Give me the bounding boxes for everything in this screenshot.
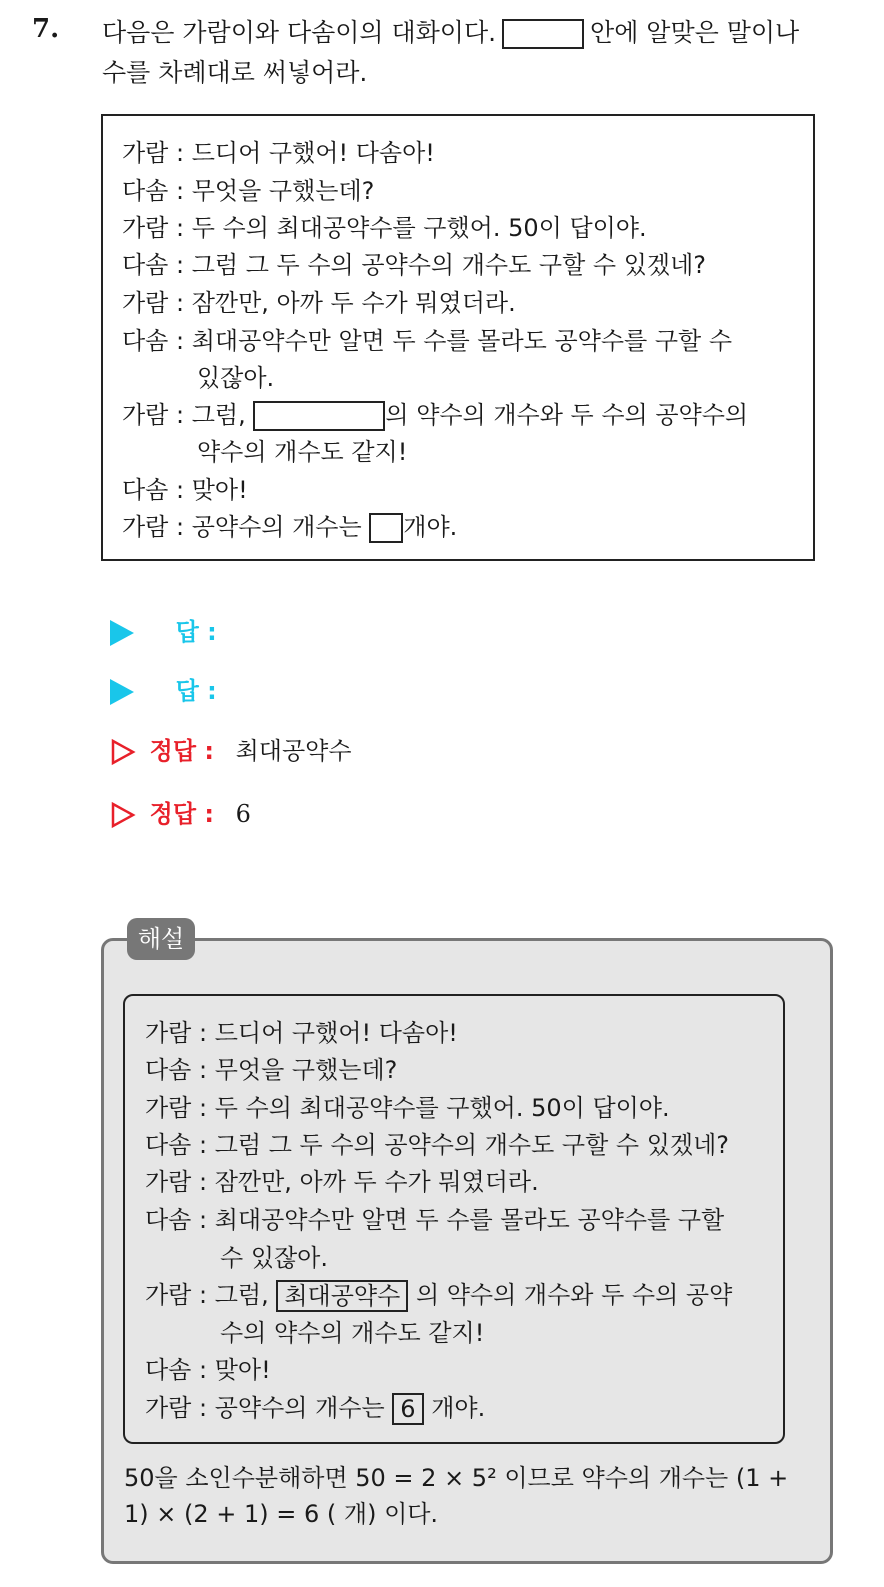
explanation-tab: 해설 bbox=[127, 918, 195, 960]
speaker-label: 가람 : bbox=[122, 401, 185, 429]
dialogue-text: 의 약수의 개수와 두 수의 공약 bbox=[415, 1281, 733, 1309]
dialogue-text: 공약수의 개수는 bbox=[191, 513, 362, 541]
dialogue-line-6-cont: 있잖아. bbox=[197, 364, 275, 392]
dialogue-line-4 bbox=[122, 245, 706, 280]
dialogue-text: 공약수의 개수는 bbox=[214, 1394, 385, 1422]
speaker-label: 가람 : bbox=[145, 1394, 208, 1422]
play-outline-icon bbox=[110, 801, 136, 829]
dialogue-text: 두 수의 최대공약수를 구했어. 50이 답이야. bbox=[191, 214, 647, 242]
exp-dialogue-line-3 bbox=[145, 1088, 670, 1123]
question-text-b: 안에 알맞은 말이나 bbox=[590, 18, 800, 47]
speaker-label: 가람 : bbox=[122, 513, 185, 541]
speaker-label: 가람 : bbox=[122, 289, 185, 317]
dialogue-text: 그럼 그 두 수의 공약수의 개수도 구할 수 있겠네? bbox=[214, 1131, 729, 1159]
dialogue-text: 개야. bbox=[403, 513, 458, 541]
exp-dialogue-line-4 bbox=[145, 1125, 729, 1160]
correct-label: 정답 : bbox=[149, 800, 214, 828]
exp-dialogue-line-7 bbox=[145, 1275, 732, 1312]
play-icon bbox=[110, 620, 134, 646]
blank-box-example bbox=[502, 19, 584, 49]
explanation-line-1: 50을 소인수분해하면 50 = 2 × 5² 이므로 약수의 개수는 (1 + bbox=[124, 1464, 789, 1492]
answer-row-1[interactable] bbox=[110, 612, 217, 647]
dialogue-text: 그럼, bbox=[214, 1281, 269, 1309]
speaker-label: 다솜 : bbox=[122, 327, 185, 355]
dialogue-line-9 bbox=[122, 507, 457, 543]
correct-answer-value: 6 bbox=[235, 800, 251, 828]
speaker-label: 가람 : bbox=[145, 1281, 208, 1309]
question-number: 7. bbox=[32, 14, 60, 44]
answer-label: 답 : bbox=[175, 677, 217, 705]
exp-dialogue-line-9 bbox=[145, 1388, 485, 1425]
correct-answer-value: 최대공약수 bbox=[235, 737, 352, 765]
dialogue-text: 무엇을 구했는데? bbox=[191, 177, 375, 205]
play-icon bbox=[110, 679, 134, 705]
exp-dialogue-line-7-cont: 수의 약수의 개수도 같지! bbox=[220, 1319, 485, 1347]
correct-answer-row-1 bbox=[110, 731, 352, 766]
speaker-label: 가람 : bbox=[122, 139, 185, 167]
exp-dialogue-line-5 bbox=[145, 1162, 539, 1197]
speaker-label: 가람 : bbox=[122, 214, 185, 242]
dialogue-text: 맞아! bbox=[214, 1356, 271, 1384]
dialogue-line-1 bbox=[122, 133, 435, 168]
dialogue-line-8 bbox=[122, 470, 248, 505]
correct-answer-row-2 bbox=[110, 794, 251, 829]
answer-label: 답 : bbox=[175, 618, 217, 646]
exp-dialogue-line-8 bbox=[145, 1350, 271, 1385]
exp-dialogue-line-1 bbox=[145, 1013, 458, 1048]
dialogue-text: 잠깐만, 아까 두 수가 뭐였더라. bbox=[214, 1168, 539, 1196]
exp-dialogue-line-6-cont: 수 있잖아. bbox=[220, 1244, 328, 1272]
speaker-label: 가람 : bbox=[145, 1019, 208, 1047]
speaker-label: 다솜 : bbox=[122, 177, 185, 205]
dialogue-text: 무엇을 구했는데? bbox=[214, 1056, 398, 1084]
speaker-label: 가람 : bbox=[145, 1094, 208, 1122]
dialogue-line-6 bbox=[122, 321, 732, 356]
filled-answer-box-1: 최대공약수 bbox=[276, 1280, 408, 1312]
dialogue-line-7 bbox=[122, 395, 748, 431]
play-outline-icon bbox=[110, 738, 136, 766]
exp-dialogue-line-6 bbox=[145, 1200, 724, 1235]
answer-row-2[interactable] bbox=[110, 671, 217, 706]
speaker-label: 가람 : bbox=[145, 1168, 208, 1196]
dialogue-text: 드디어 구했어! 다솜아! bbox=[191, 139, 435, 167]
exp-dialogue-line-2 bbox=[145, 1050, 397, 1085]
dialogue-line-5 bbox=[122, 283, 516, 318]
dialogue-line-2 bbox=[122, 171, 374, 206]
speaker-label: 다솜 : bbox=[122, 476, 185, 504]
filled-answer-box-2: 6 bbox=[392, 1393, 423, 1425]
dialogue-line-3 bbox=[122, 208, 647, 243]
speaker-label: 다솜 : bbox=[145, 1356, 208, 1384]
dialogue-text: 그럼 그 두 수의 공약수의 개수도 구할 수 있겠네? bbox=[191, 251, 706, 279]
speaker-label: 다솜 : bbox=[145, 1131, 208, 1159]
dialogue-text: 최대공약수만 알면 두 수를 몰라도 공약수를 구할 수 bbox=[191, 327, 732, 355]
speaker-label: 다솜 : bbox=[145, 1206, 208, 1234]
dialogue-text: 잠깐만, 아까 두 수가 뭐였더라. bbox=[191, 289, 516, 317]
dialogue-text: 개야. bbox=[431, 1394, 486, 1422]
dialogue-text: 그럼, bbox=[191, 401, 246, 429]
speaker-label: 다솜 : bbox=[145, 1056, 208, 1084]
speaker-label: 다솜 : bbox=[122, 251, 185, 279]
explanation-line-2: 1) × (2 + 1) = 6 ( 개) 이다. bbox=[124, 1500, 439, 1528]
correct-label: 정답 : bbox=[149, 737, 214, 765]
dialogue-text: 맞아! bbox=[191, 476, 248, 504]
dialogue-text: 최대공약수만 알면 두 수를 몰라도 공약수를 구할 bbox=[214, 1206, 725, 1234]
blank-box-1[interactable] bbox=[253, 401, 385, 431]
question-line-1 bbox=[102, 14, 799, 52]
blank-box-2[interactable] bbox=[369, 513, 403, 543]
dialogue-line-7-cont: 약수의 개수도 같지! bbox=[197, 438, 408, 466]
dialogue-text: 드디어 구했어! 다솜아! bbox=[214, 1019, 458, 1047]
question-text-a: 다음은 가람이와 다솜이의 대화이다. bbox=[102, 18, 497, 47]
question-line-2: 수를 차례대로 써넣어라. bbox=[102, 58, 368, 87]
dialogue-text: 의 약수의 개수와 두 수의 공약수의 bbox=[385, 401, 749, 429]
dialogue-text: 두 수의 최대공약수를 구했어. 50이 답이야. bbox=[214, 1094, 670, 1122]
